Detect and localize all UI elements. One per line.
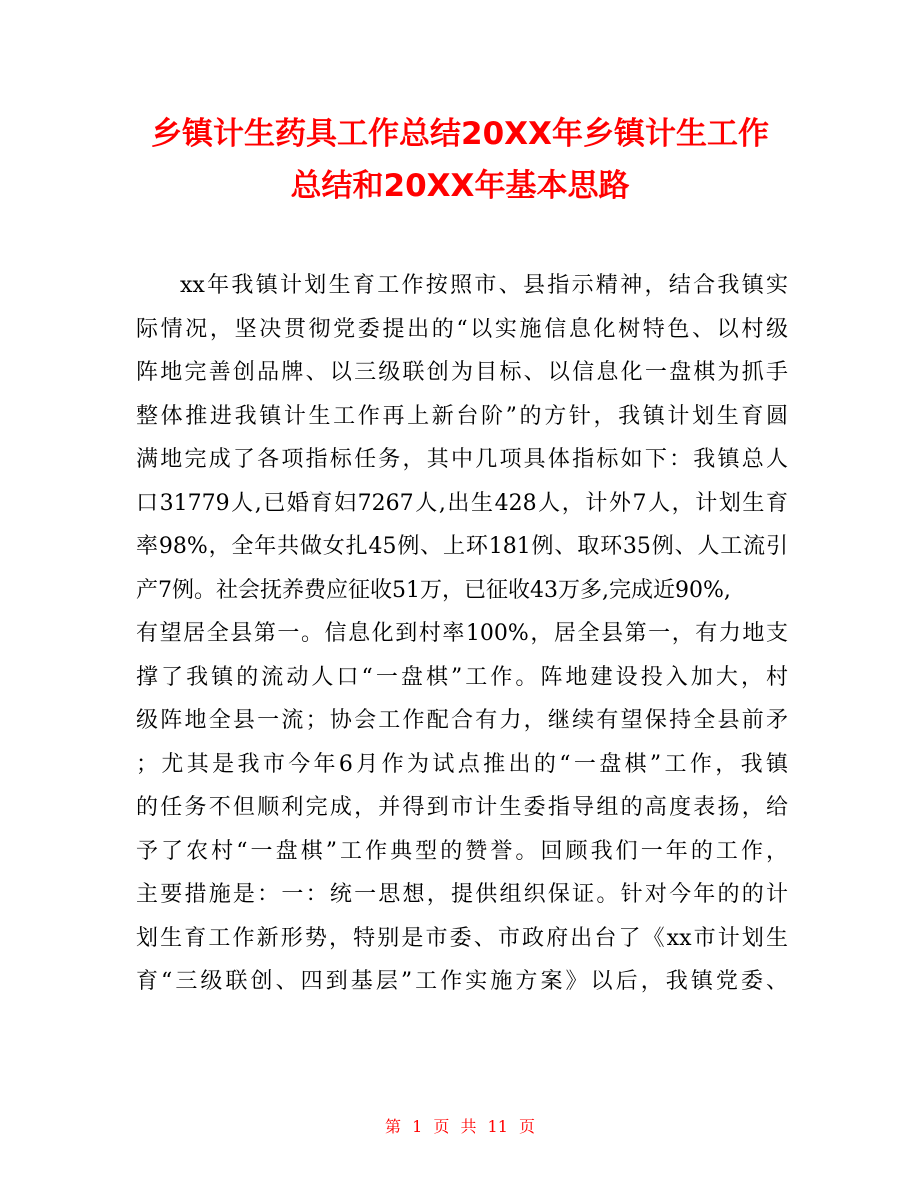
body-line: 有望居全县第一。信息化到村率100%，居全县第一，有力地支: [136, 621, 788, 646]
body-line: 撑了我镇的流动人口“一盘棋”工作。阵地建设投入加大，村: [136, 664, 788, 690]
page-footer: 第 1 页 共 11 页: [385, 1117, 535, 1136]
title-line: 乡镇计生药具工作总结20XX年乡镇计生工作: [151, 116, 769, 152]
body-line: 级阵地全县一流；协会工作配合有力，继续有望保持全县前矛: [136, 708, 788, 733]
document-title: [120, 108, 800, 212]
body-line: ；尤其是我市今年6月作为试点推出的“一盘棋”工作，我镇: [136, 751, 788, 777]
body-line: 产7例。社会抚养费应征收51万，已征收43万多,完成近90%,: [136, 577, 731, 603]
body-line: 的任务不但顺利完成，并得到市计生委指导组的高度表扬，给: [136, 795, 788, 820]
body-line: 划生育工作新形势，特别是市委、市政府出台了《xx市计划生: [136, 925, 788, 951]
body-line: 整体推进我镇计生工作再上新台阶”的方针，我镇计划生育圆: [136, 403, 788, 429]
body-line: 率98%，全年共做女扎45例、上环181例、取环35例、人工流引: [136, 534, 788, 559]
body-line: 满地完成了各项指标任务，其中几项具体指标如下：我镇总人: [136, 447, 788, 472]
body-line: 际情况，坚决贯彻党委提出的“以实施信息化树特色、以村级: [136, 316, 788, 342]
body-line: 予了农村“一盘棋”工作典型的赞誉。回顾我们一年的工作，: [136, 838, 788, 864]
body-line: 主要措施是：一：统一思想，提供组织保证。针对今年的的计: [136, 882, 788, 907]
body-line: xx年我镇计划生育工作按照市、县指示精神，结合我镇实: [180, 273, 788, 298]
body-line: 阵地完善创品牌、以三级联创为目标、以信息化一盘棋为抓手: [136, 360, 788, 385]
body-line: 育“三级联创、四到基层”工作实施方案》以后，我镇党委、: [136, 969, 788, 994]
title-line: 总结和20XX年基本思路: [290, 168, 630, 204]
document-body: [136, 264, 788, 1004]
body-line: 口31779人,已婚育妇7267人,出生428人，计外7人，计划生育: [136, 490, 788, 516]
